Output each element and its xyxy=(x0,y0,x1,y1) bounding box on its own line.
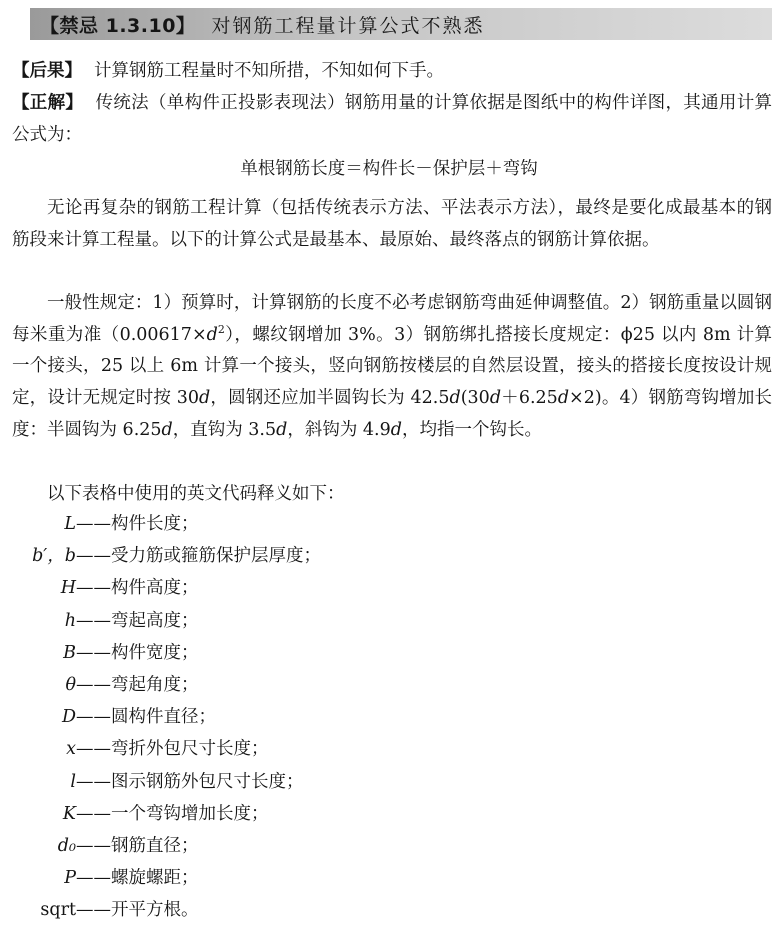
exponent: 2 xyxy=(217,322,225,336)
section-tag: 【禁忌 1.3.10】 xyxy=(40,14,196,37)
rules-text-2: ），螺纹钢增加 3%。3）钢筋绑扎搭接长度规定：ϕ25 以内 8m 计算一个接头，25 以上 6m 计算一个接头，竖向钢筋按楼层的自然层设置，接头的搭接长度按设计规定，设计无规定时按 30 xyxy=(12,324,772,409)
var-d: d xyxy=(276,419,288,440)
definition-symbol: sqrt xyxy=(40,900,76,921)
definition-meaning: 弯起高度； xyxy=(111,610,199,631)
definition-item xyxy=(0,701,778,733)
definition-symbol: l xyxy=(70,771,76,792)
definition-meaning: 弯起角度； xyxy=(111,674,199,695)
rules-text-6: ×2)。4）钢筋弯钩增加长度：半圆钩为 6.25 xyxy=(12,388,772,440)
definition-dash: —— xyxy=(76,739,111,760)
solution-text: 传统法（单构件正投影表现法）钢筋用量的计算依据是图纸中的构件详图，其通用计算公式为： xyxy=(12,93,773,145)
definition-item xyxy=(0,894,778,926)
definition-item xyxy=(0,766,778,798)
definition-item xyxy=(0,508,778,540)
solution-paragraph xyxy=(12,88,772,151)
rules-text-1: 一般性规定：1）预算时，计算钢筋的长度不必考虑钢筋弯曲延伸调整值。2）钢筋重量以圆钢每米重为准（0.00617× xyxy=(12,293,772,345)
solution-label: 【正解】 xyxy=(12,93,84,113)
definition-meaning: 螺旋螺距； xyxy=(111,868,199,889)
definition-dash: —— xyxy=(76,900,111,921)
paragraph-general-rules xyxy=(12,288,772,447)
definition-meaning: 受力筋或箍筋保护层厚度； xyxy=(111,546,321,567)
definition-item xyxy=(0,540,778,572)
definition-symbol: b′，b xyxy=(32,546,76,567)
definition-symbol: H xyxy=(60,578,76,599)
rules-text-8: ，斜钩为 4.9 xyxy=(287,419,391,440)
rules-text-5: ＋6.25 xyxy=(501,388,558,409)
paragraph-code-intro: 以下表格中使用的英文代码释义如下： xyxy=(47,484,345,504)
definition-item xyxy=(0,733,778,765)
consequence-paragraph xyxy=(12,56,772,88)
definition-dash: —— xyxy=(76,674,111,695)
definition-dash: —— xyxy=(76,642,111,663)
definition-symbol: h xyxy=(64,610,76,631)
definition-symbol: D xyxy=(61,707,76,728)
definition-dash: —— xyxy=(76,803,111,824)
definition-dash: —— xyxy=(76,514,111,534)
var-d: d xyxy=(161,419,173,440)
definition-meaning: 一个弯钩增加长度； xyxy=(111,803,269,824)
definition-item xyxy=(0,637,778,669)
paragraph-basic-calculation: 无论再复杂的钢筋工程计算（包括传统表示方法、平法表示方法），最终是要化成最基本的钢筋段来计算工程量。以下的计算公式是最基本、最原始、最终落点的钢筋计算依据。 xyxy=(12,198,772,250)
definition-meaning: 构件长度； xyxy=(111,514,199,534)
definition-item xyxy=(0,605,778,637)
definition-meaning: 开平方根。 xyxy=(111,900,199,921)
consequence-label: 【后果】 xyxy=(12,61,82,81)
definition-meaning: 弯折外包尺寸长度； xyxy=(111,739,269,760)
definition-symbol: P xyxy=(64,868,76,889)
section-title-bar xyxy=(30,8,772,40)
var-d: d xyxy=(449,388,461,409)
definition-list xyxy=(0,508,778,926)
definition-symbol: B xyxy=(63,642,76,663)
rules-text-7: ，直钩为 3.5 xyxy=(172,419,277,440)
definition-meaning: 构件高度； xyxy=(111,578,199,599)
consequence-text: 计算钢筋工程量时不知所措，不知如何下手。 xyxy=(94,61,444,81)
definition-symbol: L xyxy=(64,514,76,534)
definition-meaning: 钢筋直径； xyxy=(111,835,199,856)
definition-dash: —— xyxy=(76,610,111,631)
definition-dash: —— xyxy=(76,578,111,599)
definition-item xyxy=(0,798,778,830)
definition-meaning: 图示钢筋外包尺寸长度； xyxy=(111,771,304,792)
definition-dash: —— xyxy=(76,707,111,728)
definition-dash: —— xyxy=(76,771,111,792)
definition-dash: —— xyxy=(76,835,111,856)
section-title: 对钢筋工程量计算公式不熟悉 xyxy=(211,14,485,37)
definition-item xyxy=(0,572,778,604)
general-formula: 单根钢筋长度＝构件长－保护层＋弯钩 xyxy=(240,159,538,179)
var-d: d xyxy=(206,324,218,345)
rules-text-3: ，圆钢还应加半圆钩长为 42.5 xyxy=(210,388,450,409)
definition-item xyxy=(0,862,778,894)
definition-item xyxy=(0,669,778,701)
definition-symbol: x xyxy=(66,739,76,760)
rules-text-9: ，均指一个钩长。 xyxy=(401,419,542,440)
rules-text-4: (30 xyxy=(460,388,490,409)
definition-item xyxy=(0,830,778,862)
definition-dash: —— xyxy=(76,868,111,889)
definition-symbol: d₀ xyxy=(57,835,76,856)
definition-meaning: 构件宽度； xyxy=(111,642,199,663)
var-d: d xyxy=(390,419,402,440)
var-d: d xyxy=(489,388,502,409)
definition-meaning: 圆构件直径； xyxy=(111,707,216,728)
definition-dash: —— xyxy=(76,546,111,567)
var-d: d xyxy=(557,388,570,409)
var-d: d xyxy=(199,388,211,409)
definition-symbol: θ xyxy=(65,674,76,695)
definition-symbol: K xyxy=(62,803,76,824)
